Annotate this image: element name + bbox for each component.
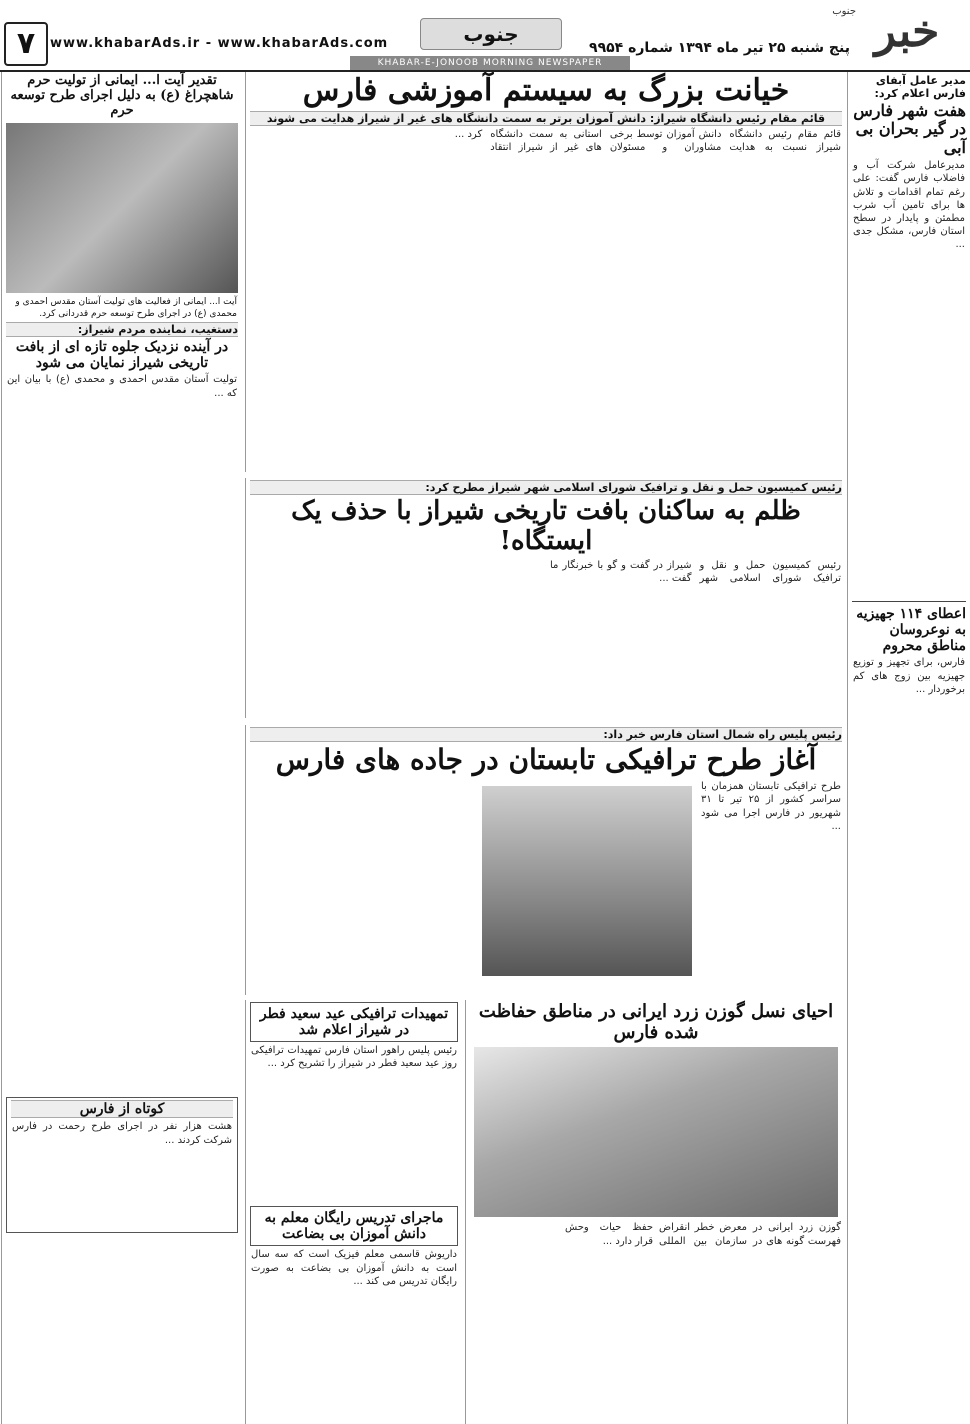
right-body: مدیرعامل شرکت آب و فاضلاب فارس گفت: علی رغم تمام اقدامات و تلاش ها برای تامین آب شرب مطمئن و پایدار در سطح استان فارس، مشکل جدی ... [853,160,965,251]
logo: خبر [874,6,940,57]
article3-kicker: رئیس پلیس راه شمال استان فارس خبر داد: [250,727,842,742]
masthead [0,0,970,72]
main-subhead: قائم مقام رئیس دانشگاه شیراز: دانش آموزان برتر به سمت دانشگاه های غیر از شیراز هدایت می شوند [250,111,842,126]
left-column [1,72,242,1424]
website-link[interactable]: www.khabarAds.ir - www.khabarAds.com [50,36,389,51]
main-article [245,72,846,472]
article6-body: داریوش قاسمی معلم فیزیک است که سه سال است به دانش آموزان بی بضاعت به صورت رایگان تدریس می کند ... [251,1249,457,1287]
dateline: پنج شنبه ۲۵ تیر ماه ۱۳۹۴ شماره ۹۹۵۴ [589,40,850,56]
article-deer [465,1000,846,1424]
left-body: تولیت آستان مقدس احمدی و محمدی (ع) با بیان این که ... [7,374,237,399]
article5-headline: تمهیدات ترافیکی عید سعید فطر در شیراز اعلام شد [250,1002,458,1042]
article-station [245,478,846,718]
article4-headline: احیای نسل گوزن زرد ایرانی در مناطق حفاظت شده فارس [478,1001,834,1043]
main-body: قائم مقام رئیس دانشگاه شیراز نسبت به هدایت دانش آموزان توسط برخی مشاوران و مسئولان استانی به سمت دانشگاه های غیر از شیراز انتقاد کرد ... [454,128,841,153]
deer-photo [474,1047,838,1217]
article5-body: رئیس پلیس راهور استان فارس تمهیدات ترافیکی روز عید سعید فطر در شیراز را تشریح کرد ... [251,1045,457,1070]
right-column [847,72,970,1424]
short-news-title: کوتاه از فارس [11,1100,233,1118]
page-number: ۷ [4,22,48,66]
article2-body: رئیس کمیسیون حمل و نقل و ترافیک شورای اسلامی شهر شیراز در گفت و گو با خبرنگار ما گفت ... [550,559,841,584]
left-headline: تقدیر آیت ا... ایمانی از تولیت حرم شاهچراغ (ع) به دلیل اجرای طرح توسعه حرم [10,73,234,118]
article2-headline: ظلم به ساکنان بافت تاریخی شیراز با حذف یک ایستگاه! [291,496,801,556]
short-news-body: هشت هزار نفر در اجرای طرح رحمت در فارس شرکت کردند ... [12,1121,232,1146]
article3-headline: آغاز طرح ترافیکی تابستان در جاده های فارس [275,743,817,776]
article-eid [245,1000,462,1424]
right-body-2: فارس، برای تجهیز و توزیع جهیزیه بین زوج های کم برخوردار ... [853,657,965,695]
logo-subtitle: جنوب [832,6,856,17]
english-masthead: KHABAR-E-JONOOB MORNING NEWSPAPER [350,56,630,70]
right-kicker: مدیر عامل آبفای فارس اعلام کرد: [874,74,966,100]
article4-body: گوزن زرد ایرانی در فهرست گونه های در معرض خطر انقراض سازمان بین المللی حفظ حیات وحش قرار دارد ... [565,1222,841,1247]
article3-body: طرح ترافیکی تابستان همزمان با سراسر کشور از ۲۵ تیر تا ۳۱ شهریور در فارس اجرا می شود ... [701,781,841,832]
left-caption: آیت ا... ایمانی از فعالیت های تولیت آستان مقدس احمدی و محمدی (ع) در اجرای طرح توسعه حرم قدردانی کرد. [15,296,237,319]
article6-headline: ماجرای تدریس رایگان معلم به دانش آموزان بی بضاعت [250,1206,458,1246]
section-tab: جنوب [420,18,562,50]
short-news-box [6,1097,238,1233]
article2-kicker: رئیس کمیسیون حمل و نقل و ترافیک شورای اسلامی شهر شیراز مطرح کرد: [250,480,842,495]
left-kicker: دستغیب، نماینده مردم شیراز: [6,322,238,337]
right-headline: هفت شهر فارس در گیر بحران بی آبی [853,101,966,157]
ceremony-photo [6,123,238,293]
left-headline-2: در آینده نزدیک جلوه تازه ای از بافت تاریخی شیراز نمایان می شود [15,339,229,372]
main-headline: خیانت بزرگ به سیستم آموزشی فارس [302,73,790,108]
article-traffic [245,725,846,995]
right-headline-2: اعطای ۱۱۴ جهیزیه به نوعروسان مناطق محروم [852,601,966,654]
traffic-photo [482,786,692,976]
